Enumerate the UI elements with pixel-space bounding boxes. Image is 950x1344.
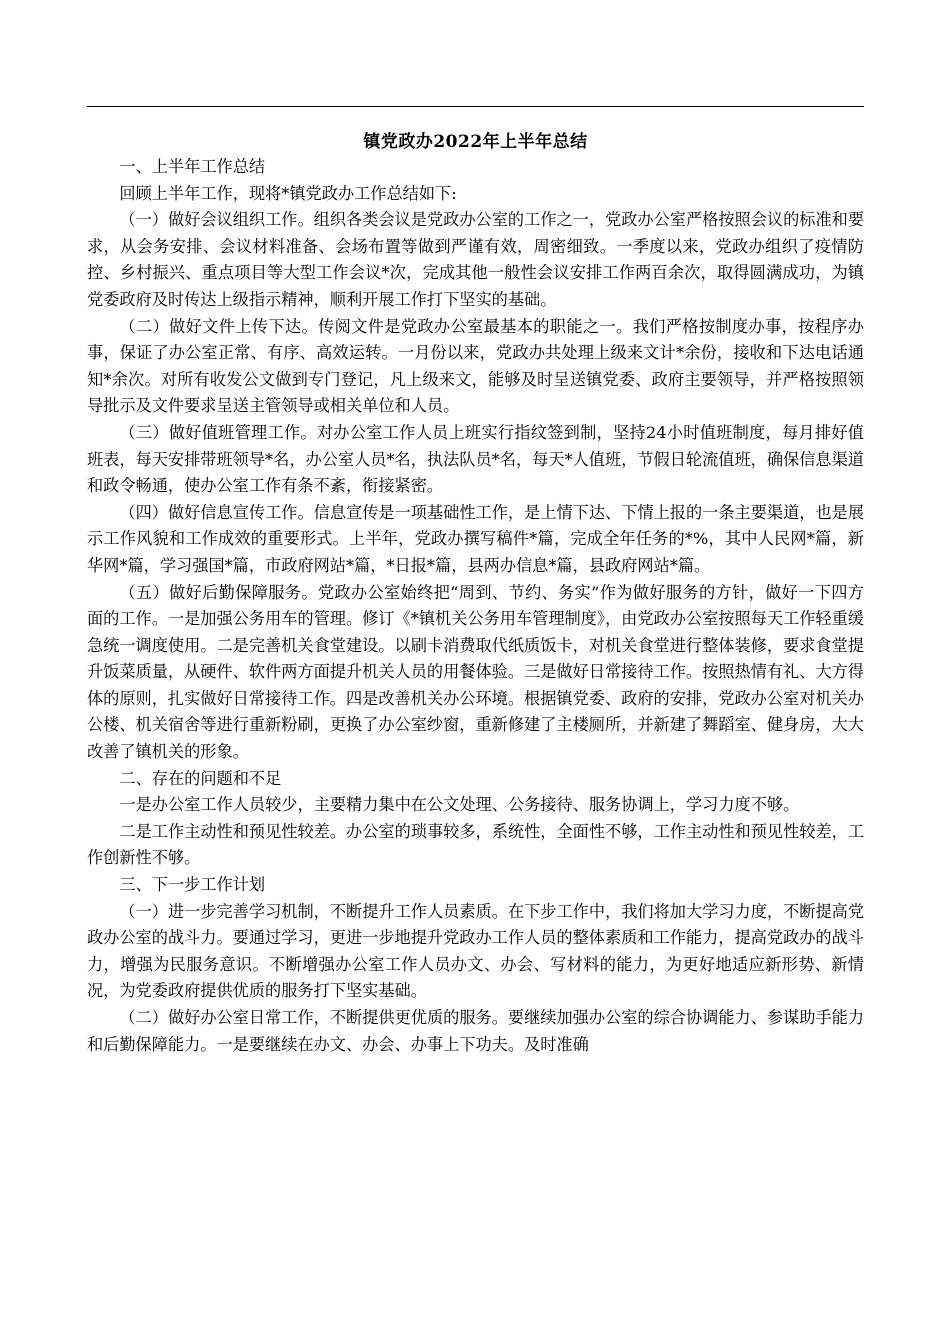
header-rule (87, 106, 864, 107)
section-heading: 三、下一步工作计划 (119, 875, 266, 895)
paragraph: （四）做好信息宣传工作。信息宣传是一项基础性工作，是上情下达、下情上报的一条主要渠道，也是展示工作风貌和工作成效的重要形式。上半年，党政办撰写稿件*篇，完成全年任务的*%，其中人民网*篇，新华网*篇，学习强国*篇，市政府网站*篇，*日报*篇，县两办信息*篇，县政府网站*篇。 (87, 502, 865, 575)
paragraph: （一）进一步完善学习机制，不断提升工作人员素质。在下步工作中，我们将加大学习力度，不断提高党政办公室的战斗力。要通过学习，更进一步地提升党政办工作人员的整体素质和工作能力，提高党政办的战斗力，增强为民服务意识。不断增强办公室工作人员办文、办会、写材料的能力，为更好地适应新形势、新情况，为党委政府提供优质的服务打下坚实基础。 (87, 901, 865, 1001)
paragraph: （二）做好办公室日常工作，不断提供更优质的服务。要继续加强办公室的综合协调能力、参谋助手能力和后勤保障能力。一是要继续在办文、办会、办事上下功夫。及时准确 (87, 1008, 865, 1054)
paragraph: 一是办公室工作人员较少，主要精力集中在公文处理、公务接待、服务协调上，学习力度不够。 (119, 795, 800, 815)
paragraph: （五）做好后勤保障服务。党政办公室始终把“周到、节约、务实”作为做好服务的方针，做好一下四方面的工作。一是加强公务用车的管理。修订《*镇机关公务用车管理制度》，由党政办公室按照每天工作轻重缓急统一调度使用。二是完善机关食堂建设。以刷卡消费取代纸质饭卡，对机关食堂进行整体装修，要求食堂提升饭菜质量，从硬件、软件两方面提升机关人员的用餐体验。三是做好日常接待工作。按照热情有礼、大方得体的原则，扎实做好日常接待工作。四是改善机关办公环境。根据镇党委、政府的安排，党政办公室对机关办公楼、机关宿舍等进行重新粉刷，更换了办公室纱窗，重新修建了主楼厕所，并新建了舞蹈室、健身房，大大改善了镇机关的形象。 (87, 582, 864, 762)
paragraph: 二是工作主动性和预见性较差。办公室的琐事较多，系统性，全面性不够，工作主动性和预见性较差，工作创新性不够。 (87, 821, 865, 868)
document-body (87, 154, 864, 1058)
paragraph: （三）做好值班管理工作。对办公室工作人员上班实行指纹签到制，坚持24小时值班制度，每月排好值班表，每天安排带班领导*名，办公室人员*名，执法队员*名，每天*人值班，节假日轮流值班，确保信息渠道和政令畅通，使办公室工作有条不紊，衔接紧密。 (87, 422, 864, 496)
section-heading: 一、上半年工作总结 (119, 157, 266, 176)
paragraph: 回顾上半年工作，现将*镇党政办工作总结如下: (119, 183, 457, 203)
paragraph: （二）做好文件上传下达。传阅文件是党政办公室最基本的职能之一。我们严格按制度办事，按程序办事，保证了办公室正常、有序、高效运转。一月份以来，党政办共处理上级来文计*余份，接收和下达电话通知*余次。对所有收发公文做到专门登记，凡上级来文，能够及时呈送镇党委、政府主要领导，并严格按照领导批示及文件要求呈送主管领导或相关单位和人员。 (87, 316, 864, 416)
document-title: 镇党政办2022年上半年总结 (363, 132, 588, 152)
section-heading: 二、存在的问题和不足 (119, 768, 282, 788)
paragraph: （一）做好会议组织工作。组织各类会议是党政办公室的工作之一，党政办公室严格按照会议的标准和要求，从会务安排、会议材料准备、会场布置等做到严谨有效，周密细致。一季度以来，党政办组织了疫情防控、乡村振兴、重点项目等大型工作会议*次，完成其他一般性会议安排工作两百余次，取得圆满成功，为镇党委政府及时传达上级指示精神，顺利开展工作打下坚实的基础。 (87, 210, 865, 309)
